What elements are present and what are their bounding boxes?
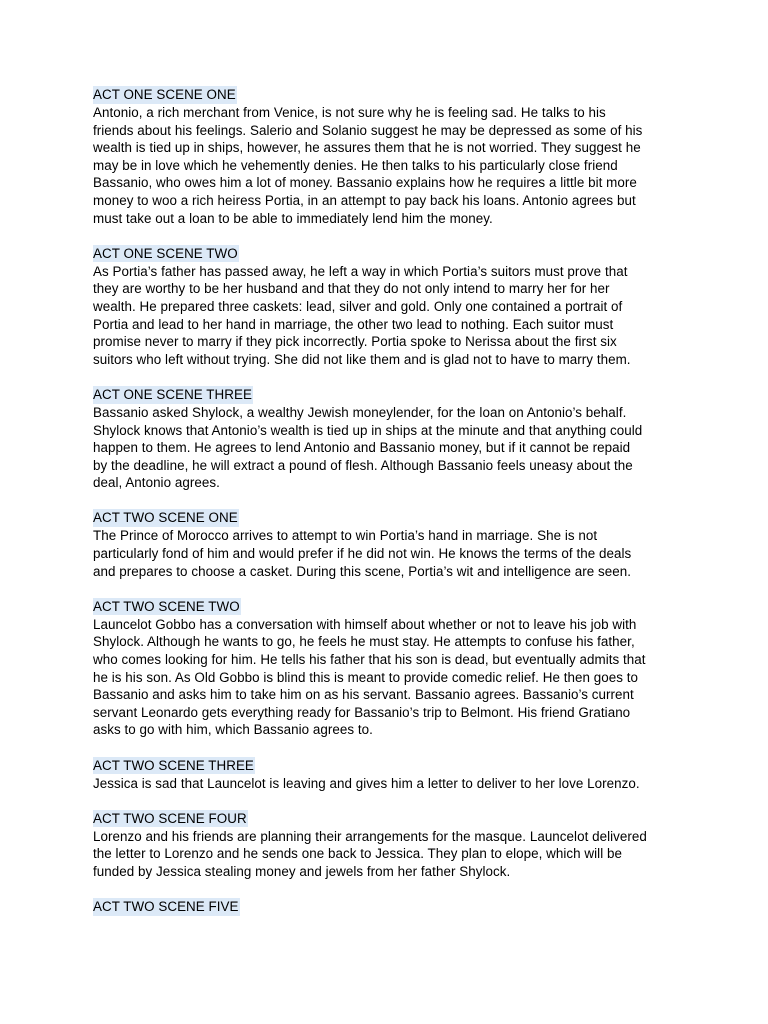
- section-heading: ACT ONE SCENE THREE: [93, 386, 252, 402]
- text-line: Lorenzo and his friends are planning their arrangements for the masque. Launcelot delivered: [93, 828, 647, 844]
- document-page: [93, 86, 683, 934]
- section-act1-scene3: [93, 386, 683, 492]
- section-body: [93, 616, 683, 739]
- text-line: who comes looking for him. He tells his father that his son is dead, but eventually admits that: [93, 652, 646, 668]
- text-line: wealth is tied up in ships, however, he assures them that he is not worried. They suggest he: [93, 140, 641, 156]
- section-act2-scene4: [93, 810, 683, 881]
- text-line: money to woo a rich heiress Portia, in an attempt to pay back his loans. Antonio agrees but: [93, 192, 636, 208]
- section-body: [93, 404, 683, 492]
- section-body: [93, 775, 683, 793]
- section-heading: ACT TWO SCENE FOUR: [93, 810, 247, 826]
- section-heading: ACT TWO SCENE TWO: [93, 598, 240, 614]
- section-heading: ACT ONE SCENE TWO: [93, 245, 238, 261]
- section-act1-scene1: [93, 86, 683, 227]
- text-line: friends about his feelings. Salerio and Solanio suggest he may be depressed as some of his: [93, 122, 643, 138]
- text-line: servant Leonardo gets everything ready for Bassanio’s trip to Belmont. His friend Gratiano: [93, 704, 631, 720]
- text-line: As Portia’s father has passed away, he left a way in which Portia’s suitors must prove that: [93, 263, 628, 279]
- text-line: suitors who left without trying. She did not like them and is glad not to have to marry them.: [93, 351, 631, 367]
- section-act2-scene2: [93, 598, 683, 739]
- section-heading: ACT ONE SCENE ONE: [93, 87, 236, 102]
- text-line: Antonio, a rich merchant from Venice, is not sure why he is feeling sad. He talks to his: [93, 105, 606, 120]
- text-line: Shylock knows that Antonio’s wealth is tied up in ships at the minute and that anything could: [93, 422, 643, 438]
- text-line: by the deadline, he will extract a pound of flesh. Although Bassanio feels uneasy about the: [93, 457, 633, 473]
- text-line: deal, Antonio agrees.: [93, 475, 220, 491]
- text-line: promise never to marry if they pick incorrectly. Portia spoke to Nerissa about the first six: [93, 334, 617, 350]
- section-body: [93, 828, 683, 881]
- text-line: the letter to Lorenzo and he sends one back to Jessica. They plan to elope, which will be: [93, 846, 622, 862]
- section-act2-scene3: [93, 757, 683, 793]
- text-line: they are worthy to be her husband and that they do not only intend to marry her for her: [93, 281, 610, 297]
- text-line: must take out a loan to be able to immediately lend him the money.: [93, 210, 493, 226]
- text-line: Portia and lead to her hand in marriage, the other two lead to nothing. Each suitor must: [93, 316, 614, 332]
- text-line: Jessica is sad that Launcelot is leaving and gives him a letter to deliver to her love Lorenzo.: [93, 775, 640, 791]
- section-heading: ACT TWO SCENE ONE: [93, 510, 238, 526]
- section-act2-scene5: [93, 898, 683, 916]
- text-line: Shylock. Although he wants to go, he feels he must stay. He attempts to confuse his father,: [93, 634, 635, 650]
- text-line: may be in love which he vehemently denies. He then talks to his particularly close friend: [93, 157, 618, 173]
- text-line: and prepares to choose a casket. During this scene, Portia’s wit and intelligence are seen.: [93, 563, 632, 579]
- section-act2-scene1: [93, 509, 683, 580]
- text-line: The Prince of Morocco arrives to attempt to win Portia’s hand in marriage. She is not: [93, 528, 598, 544]
- text-line: happen to them. He agrees to lend Antonio and Bassanio money, but if it cannot be repaid: [93, 440, 631, 456]
- section-heading: ACT TWO SCENE FIVE: [93, 899, 239, 915]
- text-line: particularly fond of him and would prefer if he did not win. He knows the terms of the deals: [93, 546, 632, 562]
- text-line: Bassanio asked Shylock, a wealthy Jewish moneylender, for the loan on Antonio’s behalf.: [93, 404, 627, 420]
- text-line: funded by Jessica stealing money and jewels from her father Shylock.: [93, 863, 511, 879]
- text-line: Bassanio, who owes him a lot of money. Bassanio explains how he requires a little bit more: [93, 175, 637, 191]
- section-act1-scene2: [93, 245, 683, 369]
- text-line: he is his son. As Old Gobbo is blind this is meant to provide comedic relief. He then goes to: [93, 669, 639, 685]
- section-heading: ACT TWO SCENE THREE: [93, 757, 254, 773]
- section-body: [93, 263, 683, 369]
- section-body: [93, 104, 683, 227]
- text-line: wealth. He prepared three caskets: lead, silver and gold. Only one contained a portrait of: [93, 298, 623, 314]
- section-body: [93, 527, 683, 580]
- text-line: Launcelot Gobbo has a conversation with himself about whether or not to leave his job with: [93, 616, 637, 632]
- text-line: Bassanio and asks him to take him on as his servant. Bassanio agrees. Bassanio’s current: [93, 687, 634, 703]
- text-line: asks to go with him, which Bassanio agrees to.: [93, 722, 373, 738]
